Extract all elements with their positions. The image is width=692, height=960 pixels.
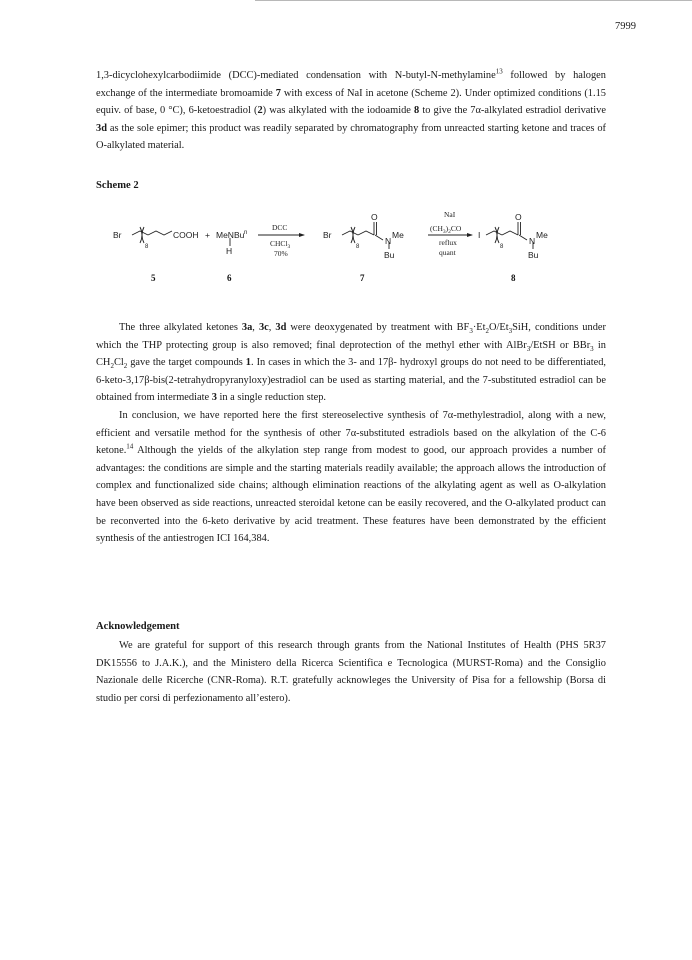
scheme-o-1: O [371, 212, 378, 222]
reagent-quant: quant [439, 248, 456, 257]
scheme-iodo: I [478, 230, 481, 240]
scheme-2-diagram [110, 205, 580, 290]
reagent-reflux: reflux [439, 238, 457, 247]
compound-label-7: 7 [360, 273, 365, 283]
scheme-sub-8-c: 8 [500, 244, 504, 250]
ref-13: 13 [495, 67, 503, 76]
ref-14: 14 [126, 442, 134, 451]
reagent-acetone: $(CH_3)_2CO$ [430, 224, 462, 235]
paragraph-2: The three alkylated ketones 3a, 3c, 3d were deoxygenated by treatment with $BF_3\cdot Et_2O/Et_3SiH$, conditions under which the THP protecting group is also removed; final deprotection of the methyl ether with AlBr$_3$/EtSH or BBr$_3$ in $CH_2Cl_2$ gave the target compounds 1. In cases in which the 3- and 17β- hydroxyl groups do not need to be differentiated, 6-keto-3,17β-bis(2-tetrahydropyranyloxy)estradiol can be used as starting material, and the 7-substituted estradiol can be obtained from intermediate 3 in a single reduction step. In conclusion, we have reported here the first stereoselective synthesis of 7α-methylestradiol, along with a new, efficient and versatile method for the synthesis of other 7α-substituted estradiols based on the alkylation of the C-6 ketone.$^{14}$ Although the yields of the alkylation step range from modest to good, our approach provides a number of advantages: the conditions are simple and the starting materials readily available; the approach allows the introduction of complex and functionalized side chains; although elimination reactions of the alkylating agent as well as O-alkylation have been observed as side reactions, unreacted steroidal ketone can be easily recovered, and the O-alkylated product can be reconverted into the 6-keto derivative by acid treatment. These features have been demonstrated by the efficient synthesis of the antiestrogen ICI 164,384. [96, 319, 606, 548]
reagent-nai: NaI [444, 210, 456, 219]
scheme-amine: MeNBu [216, 230, 245, 240]
scheme-amine-h: H [226, 246, 233, 256]
scheme-n-2: N [529, 236, 536, 246]
compound-label-5: 5 [151, 273, 156, 283]
compound-label-6: 6 [227, 273, 232, 283]
reagent-yield: 70% [274, 249, 288, 258]
scheme-title: Scheme 2 [96, 180, 139, 191]
scheme-br-2: Br [323, 230, 332, 240]
scheme-cooh: COOH [173, 230, 199, 240]
acknowledgement-heading: Acknowledgement [96, 621, 180, 632]
scheme-br-1: Br [113, 230, 122, 240]
page-number: 7999 [615, 21, 636, 32]
compound-label-8: 8 [511, 273, 516, 283]
scheme-plus: + [205, 230, 210, 240]
scheme-amine-sup: n [244, 230, 248, 236]
reagent-dcc: DCC [272, 223, 288, 232]
scheme-n-1: N [385, 236, 392, 246]
reagent-chcl3: CHCl$_3$ [270, 239, 291, 250]
paragraph-3: In conclusion, we have reported here the first stereoselective synthesis of 7α-methylestradiol, along with a new, efficient and versatile method for the synthesis of other 7α-substituted estradiols based on the alkylation of the C-6 ketone.$^{14}$ Although the yields of the alkylation step range from modest to good, our approach provides a number of advantages: the conditions are simple and the starting materials readily available; the approach allows the introduction of complex and functionalized side chains; although elimination reactions of the alkylating agent as well as O-alkylation have been observed as side reactions, unreacted steroidal ketone can be easily recovered, and the O-alkylated product can be reconverted into the 6-keto derivative by acid treatment. These features have been demonstrated by the efficient synthesis of the antiestrogen ICI 164,384. [96, 409, 606, 545]
scheme-sub-8-a: 8 [145, 244, 149, 250]
scheme-bu-1: Bu [384, 250, 395, 260]
acknowledgement-text: We are grateful for support of this research through grants from the National Institutes of Health (PHS 5R37 DK15556 to J.A.K.), and the Ministero della Ricerca Scientifica e Tecnologica (MURST-Roma) and the Consiglio Nazionale delle Ricerche (CNR-Roma). R.T. gratefully acknowleges the University of Pisa for a fellowship (Borsa di studio per corsi di perfezionamento all’estero). [96, 640, 606, 704]
header-rule [255, 0, 692, 1]
scheme-me-1: Me [392, 230, 404, 240]
scheme-me-2: Me [536, 230, 548, 240]
paragraph-1: 1,3-dicyclohexylcarbodiimide (DCC)-mediated condensation with N-butyl-N-methylamine$^{13}$ followed by halogen exchange of the intermediate bromoamide 7 with excess of NaI in acetone (Scheme 2). Under optimized conditions (1.15 equiv. of base, 0 °C), 6-ketoestradiol (2) was alkylated with the iodoamide 8 to give the 7α-alkylated estradiol derivative 3d as the sole epimer; this product was readily separated by chromatography from unreacted starting ketone and traces of O-alkylated material. [96, 67, 606, 152]
scheme-sub-8-b: 8 [356, 244, 360, 250]
scheme-o-2: O [515, 212, 522, 222]
scheme-bu-2: Bu [528, 250, 539, 260]
